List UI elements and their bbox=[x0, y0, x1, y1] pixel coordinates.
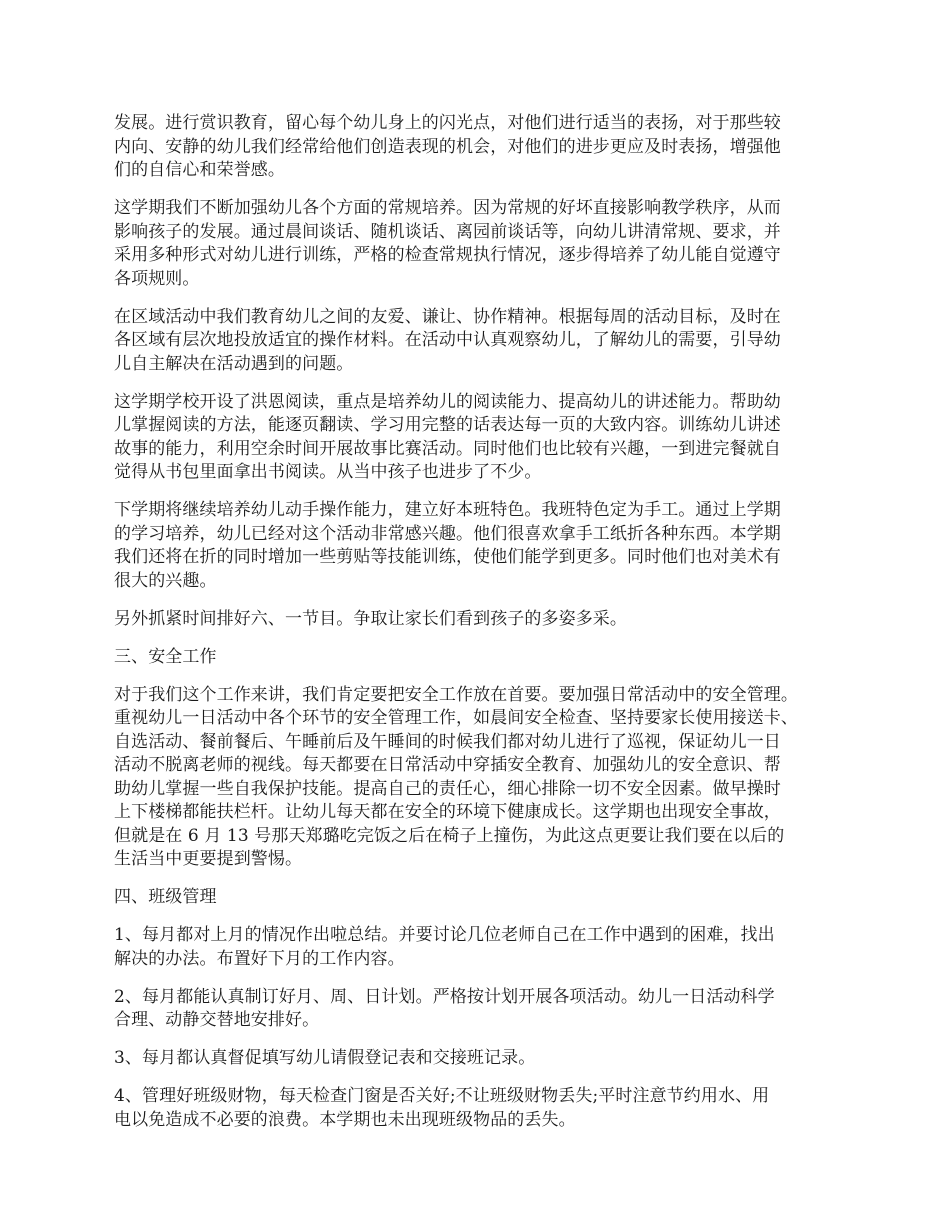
paragraph-program: 另外抓紧时间排好六、一节目。争取让家长们看到孩子的多姿多采。 bbox=[114, 608, 627, 629]
paragraph-safety-work: 对于我们这个工作来讲，我们肯定要把安全工作放在首要。要加强日常活动中的安全管理。 重视幼儿一日活动中各个环节的安全管理工作，如晨间安全检查、坚持要家长使用接送卡、 自选活动、餐前餐后、午睡前后及午睡间的时候我们都对幼儿进行了巡视，保证幼儿一日 活动不脱离老师的视线。每天都要在日常活动中穿插安全教育、加强幼儿的安全意识、帮 助幼儿掌握一些自我保护技能。提高自己的责任心，细心排除一切不安全因素。做早操时 上下楼梯都能扶栏杆。让幼儿每天都在安全的环境下健康成长。这学期也出现安全事故， 但就是在 6 月 13 号那天郑璐吃完饭之后在椅子上撞伤，为此这点更要让我们要在以后的 生活当中更要提到警惕。 bbox=[114, 684, 798, 869]
list-item-plans: 2、每月都能认真制订好月、周、日计划。严格按计划开展各项活动。幼儿一日活动科学 合理、动静交替地安排好。 bbox=[114, 986, 775, 1030]
section-heading-class-management: 四、班级管理 bbox=[114, 887, 217, 907]
list-item-monthly-summary: 1、每月都对上月的情况作出啦总结。并要讨论几位老师自己在工作中遇到的困难，找出 解决的办法。布置好下月的工作内容。 bbox=[114, 925, 775, 969]
document-body bbox=[114, 112, 849, 1147]
paragraph-area-activities: 在区域活动中我们教育幼儿之间的友爱、谦让、协作精神。根据每周的活动目标，及时在 各区域有层次地投放适宜的操作材料。在活动中认真观察幼儿，了解幼儿的需要，引导幼 儿自主解决在活动遇到的问题。 bbox=[114, 306, 781, 374]
paragraph-handcraft: 下学期将继续培养幼儿动手操作能力，建立好本班特色。我班特色定为手工。通过上学期 的学习培养，幼儿已经对这个活动非常感兴趣。他们很喜欢拿手工纸折各种东西。本学期 我们还将在折的同时增加一些剪贴等技能训练，使他们能学到更多。同时他们也对美术有 很大的兴趣。 bbox=[114, 500, 781, 591]
list-item-records: 3、每月都认真督促填写幼儿请假登记表和交接班记录。 bbox=[114, 1048, 536, 1068]
paragraph-routine-training: 这学期我们不断加强幼儿各个方面的常规培养。因为常规的好坏直接影响教学秩序，从而 影响孩子的发展。通过晨间谈话、随机谈话、离园前谈话等，向幼儿讲清常规、要求，并 采用多种形式对幼儿进行训练，严格的检查常规执行情况，逐步得培养了幼儿能自觉遵守 各项规则。 bbox=[114, 198, 781, 289]
paragraph-reading: 这学期学校开设了洪恩阅读，重点是培养幼儿的阅读能力、提高幼儿的讲述能力。帮助幼 儿掌握阅读的方法，能逐页翻读、学习用完整的话表达每一页的大致内容。训练幼儿讲述 故事的能力，利用空余时间开展故事比赛活动。同时他们也比较有兴趣，一到进完餐就自 觉得从书包里面拿出书阅读。从当中孩子也进步了不少。 bbox=[114, 391, 781, 482]
list-item-property: 4、管理好班级财物，每天检查门窗是否关好;不让班级财物丢失;平时注意节约用水、用 电以免造成不必要的浪费。本学期也未出现班级物品的丢失。 bbox=[114, 1086, 770, 1130]
paragraph-appreciation-education: 发展。进行赏识教育，留心每个幼儿身上的闪光点，对他们进行适当的表扬，对于那些较 内向、安静的幼儿我们经常给他们创造表现的机会，对他们的进步更应及时表扬，增强他 们的自信心和荣誉感。 bbox=[114, 113, 781, 180]
section-heading-safety: 三、安全工作 bbox=[114, 646, 217, 667]
